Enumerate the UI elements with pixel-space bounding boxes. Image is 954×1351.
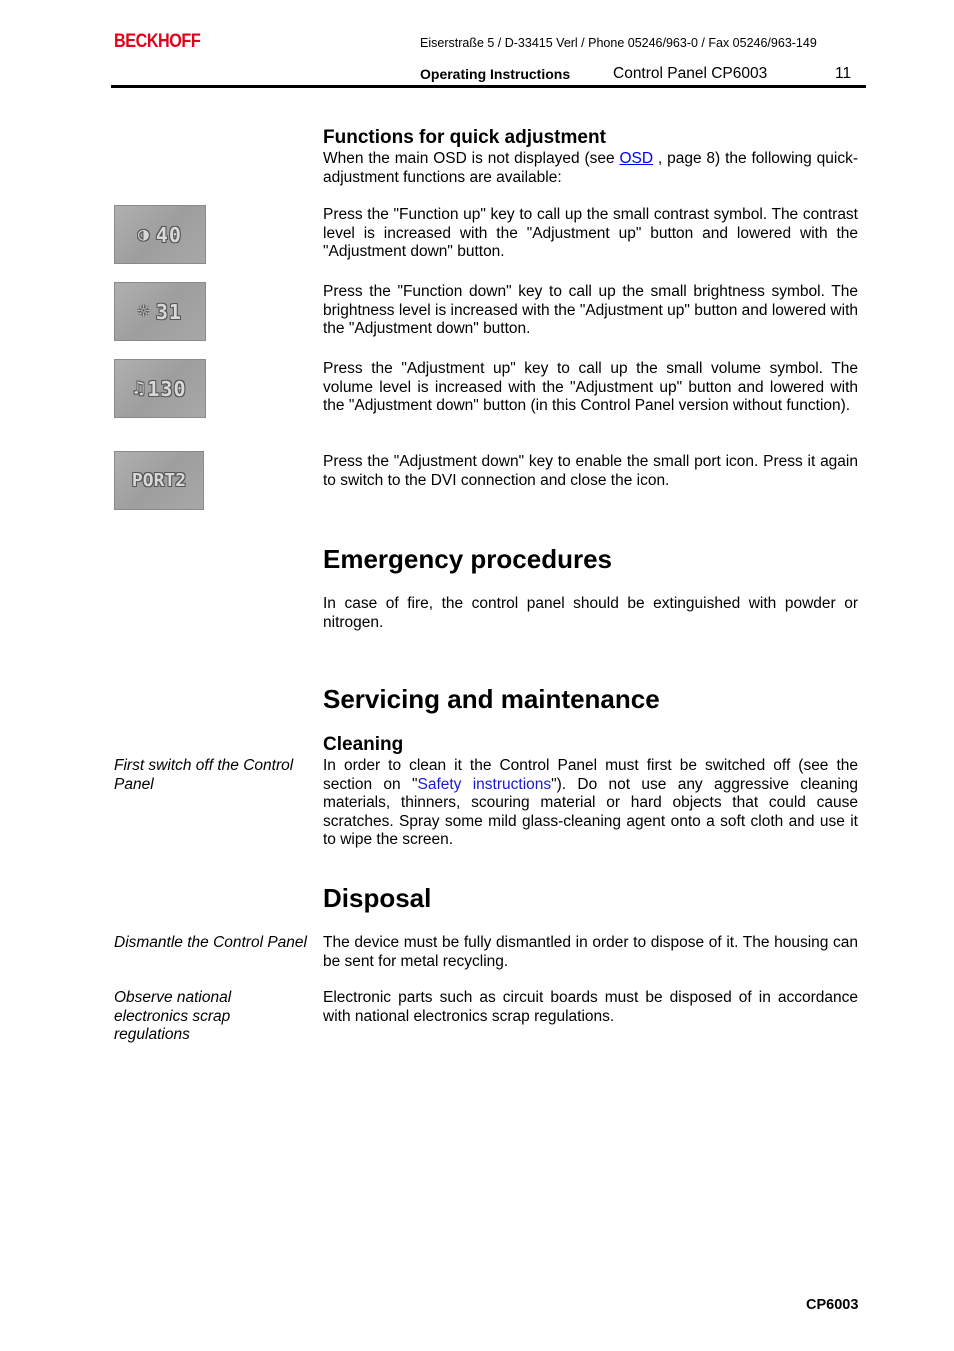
header-section-title: Operating Instructions bbox=[420, 66, 571, 82]
quick-adjustment-intro: When the main OSD is not displayed (see OSD , page 8) the following quick-adjustment functions are available: bbox=[323, 150, 858, 186]
dismantle-text: The device must be fully dismantled in order to dispose of it. The housing can be sent for metal recycling. bbox=[323, 934, 858, 970]
brightness-osd-image: ☼ 31 bbox=[114, 282, 206, 341]
volume-description: Press the "Adjustment up" key to call up the small volume symbol. The volume level is increased with the "Adjustment up" button and lowered with the "Adjustment down" button (in this Control Panel version without function). bbox=[323, 360, 858, 414]
emergency-heading: Emergency procedures bbox=[323, 544, 613, 574]
port-icon: PORT2 bbox=[131, 470, 187, 491]
company-address: Eiserstraße 5 / D-33415 Verl / Phone 05246/963-0 / Fax 05246/963-149 bbox=[420, 36, 817, 50]
cleaning-heading: Cleaning bbox=[323, 734, 404, 755]
header-rule bbox=[111, 85, 866, 88]
port-description: Press the "Adjustment down" key to enable the small port icon. Press it again to switch to the DVI connection and close the icon. bbox=[323, 453, 858, 489]
brightness-icon: ☼ bbox=[138, 301, 150, 322]
beckhoff-logo: BECKHOFF bbox=[114, 31, 201, 52]
port-osd-image bbox=[114, 451, 204, 510]
contrast-description: Press the "Function up" key to call up the small contrast symbol. The contrast level is increased with the "Adjustment up" button and lowered with the "Adjustment down" button. bbox=[323, 206, 858, 260]
cleaning-text: In order to clean it the Control Panel must first be switched off (see the section on "Safety instructions"). Do not use any aggressive cleaning materials, thinners, scouring material or hard objects that could cause scratches. Spray some mild glass-cleaning agent onto a soft cloth and use it to wipe the screen. bbox=[323, 757, 858, 848]
servicing-heading: Servicing and maintenance bbox=[323, 684, 660, 714]
quick-adjustment-heading: Functions for quick adjustment bbox=[323, 127, 606, 148]
header-document-title: Control Panel CP6003 bbox=[613, 65, 768, 82]
osd-link[interactable]: OSD bbox=[619, 150, 654, 167]
footer-label: CP6003 bbox=[806, 1297, 859, 1313]
cleaning-side-note: First switch off the Control Panel bbox=[114, 757, 294, 793]
emergency-text: In case of fire, the control panel should be extinguished with powder or nitrogen. bbox=[323, 595, 858, 631]
safety-instructions-link[interactable]: Safety instructions bbox=[417, 775, 552, 793]
contrast-icon: ◑ bbox=[138, 224, 150, 245]
dismantle-side-note: Dismantle the Control Panel bbox=[114, 934, 307, 951]
volume-icon: ♫ bbox=[133, 378, 146, 399]
contrast-osd-image: ◑ 40 bbox=[114, 205, 206, 264]
page-number: 11 bbox=[835, 65, 852, 82]
regulations-text: Electronic parts such as circuit boards must be disposed of in accordance with national electronics scrap regulations. bbox=[323, 989, 858, 1025]
regulations-side-note: Observe national electronics scrap regulations bbox=[114, 989, 232, 1043]
volume-osd-image: ♫ 130 bbox=[114, 359, 206, 418]
brightness-description: Press the "Function down" key to call up the small brightness symbol. The brightness level is increased with the "Adjustment up" button and lowered with the "Adjustment down" button. bbox=[323, 283, 858, 337]
disposal-heading: Disposal bbox=[323, 883, 432, 913]
